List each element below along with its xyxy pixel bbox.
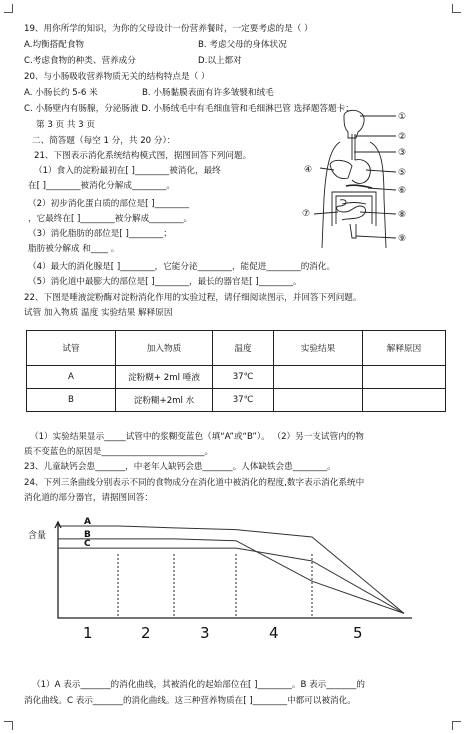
q21-part4: （4）最大的消化腺是[ ]________，它能分泌________，能促进________的消化。: [28, 262, 336, 272]
section-title: 二、简答题（每空 1 分，共 20 分）：: [32, 136, 176, 146]
q21-stem: 21、下图表示消化系统结构模式图，据图回答下列问题。: [34, 151, 252, 161]
series-label-a: A: [84, 517, 91, 527]
q22-subhead: 试管 加入物质 温度 实验结果 解释原因: [24, 308, 173, 318]
table-cell: [274, 389, 363, 412]
x-tick-label: 2: [141, 624, 151, 642]
y-axis-label: 含量: [28, 531, 47, 541]
series-label-c: C: [84, 539, 91, 550]
table-cell: 37℃: [213, 389, 274, 412]
digest-label-1: ①: [398, 112, 407, 122]
x-tick-label: 1: [83, 624, 93, 642]
table-header-row: [27, 331, 446, 366]
q19-option-a: A.均衡搭配食物: [24, 40, 85, 50]
table-cell: 37℃: [213, 366, 274, 389]
q21-part2-line1: （2）初步消化蛋白质的部位是[ ]________: [28, 199, 189, 209]
table-cell: B: [27, 389, 116, 412]
digest-label-4: ④: [304, 165, 313, 175]
q19-option-c: C.考虑食物的种类、营养成分: [24, 56, 136, 66]
chart-axes: [58, 522, 412, 618]
q22-stem: 22、下图是唾液淀粉酶对淀粉消化作用的实验过程，请仔细阅读图示，并回答下列问题。: [24, 293, 362, 303]
experiment-table: [26, 330, 446, 412]
q24-stem-line2: 消化道的部分器官，请据图回答：: [24, 493, 153, 503]
x-tick-label: 4: [269, 624, 279, 642]
table-cell: [363, 389, 446, 412]
table-cell: [363, 366, 446, 389]
digest-label-8: ⑧: [398, 210, 407, 220]
crop-mark-bottom-right: [452, 721, 461, 730]
table-cell: 淀粉糊+2ml 水: [116, 389, 213, 412]
q22-part1-line1: （1）实验结果显示_____试管中的浆糊变蓝色（填“A”或“B”）。 （2）另一支试管内的物: [30, 432, 364, 442]
table-header: 实验结果: [274, 331, 363, 366]
table-cell: [274, 366, 363, 389]
q20-stem: 20、与小肠吸收营养物质无关的结构特点是（ ）: [24, 72, 210, 82]
digestion-curve-chart: [24, 514, 422, 648]
q23: 23、儿童缺钙会患_______，中老年人缺钙会患_______。人体缺铁会患________。: [24, 462, 336, 472]
q19-stem: 19、用你所学的知识，为你的父母设计一份营养餐时，一定要考虑的是（ ）: [24, 24, 313, 34]
q24-answer-line1: （1）A 表示_______的消化曲线，其被消化的起始部位在[ ]________。B 表示_______的: [32, 680, 365, 690]
digest-label-3: ③: [398, 148, 407, 158]
digest-label-6: ⑥: [398, 186, 407, 196]
q24-answer-line2: 消化曲线。C 表示_______的消化曲线。这三种营养物质在[ ]________中都可以被消化。: [24, 696, 356, 706]
table-row: [27, 389, 446, 412]
digest-label-5: ⑤: [398, 168, 407, 178]
q22-part1-line2: 质不变蓝色的原因是________________________。: [24, 447, 214, 457]
q21-part3-line1: （3）消化脂肪的部位是[ ]________；: [28, 229, 172, 239]
table-header: 加入物质: [116, 331, 213, 366]
crop-mark-top-right: [452, 4, 461, 13]
crop-mark-top-left: [4, 4, 13, 13]
q24-stem-line1: 24、下列三条曲线分别表示不同的食物成分在消化道中被消化的程度,数字表示消化系统中: [24, 478, 365, 488]
table-cell: 淀粉糊+ 2ml 唾液: [116, 366, 213, 389]
x-tick-label: 5: [353, 624, 363, 642]
table-header: 试管: [27, 331, 116, 366]
digest-label-2: ②: [398, 132, 407, 142]
x-tick-label: 3: [200, 624, 210, 642]
digest-label-7: ⑦: [302, 209, 311, 219]
table-cell: A: [27, 366, 116, 389]
series-line-c: [58, 548, 404, 613]
digest-label-9: ⑨: [398, 234, 407, 244]
table-row: [27, 366, 446, 389]
table-header: 解释原因: [363, 331, 446, 366]
q21-part5: （5）消化道中最膨大的部位是[ ]________，最长的器官是[ ]________。: [28, 277, 302, 287]
series-label-b: B: [84, 529, 91, 540]
page-footer: 第 3 页 共 3 页: [36, 120, 95, 130]
q20-option-a: A. 小肠长约 5-6 米: [24, 88, 98, 98]
q21-part1-line1: （1）食入的淀粉最初在[ ]________被消化，最终: [34, 166, 221, 176]
digestive-system-diagram: [300, 108, 462, 256]
table-header: 温度: [213, 331, 274, 366]
q21-part2-line2: ，它最终在[ ]________被分解成________。: [28, 214, 193, 224]
q21-part3-line2: 脂肪被分解成 和____ 。: [28, 244, 120, 254]
q20-option-b: B. 小肠黏膜表面有许多皱襞和绒毛: [142, 88, 274, 98]
q20-option-cd: C. 小肠壁内有肠腺，分泌肠液 D. 小肠绒毛中有毛细血管和毛细淋巴管 选择题答题卡：: [24, 104, 354, 114]
series-line-b: [58, 539, 404, 614]
crop-mark-bottom-left: [4, 721, 13, 730]
q19-option-b: B. 考虑父母的身体状况: [198, 40, 287, 50]
q19-option-d: D.以上都对: [198, 56, 242, 66]
q21-part1-line2: 在[ ]________被消化分解成________。: [28, 181, 175, 191]
